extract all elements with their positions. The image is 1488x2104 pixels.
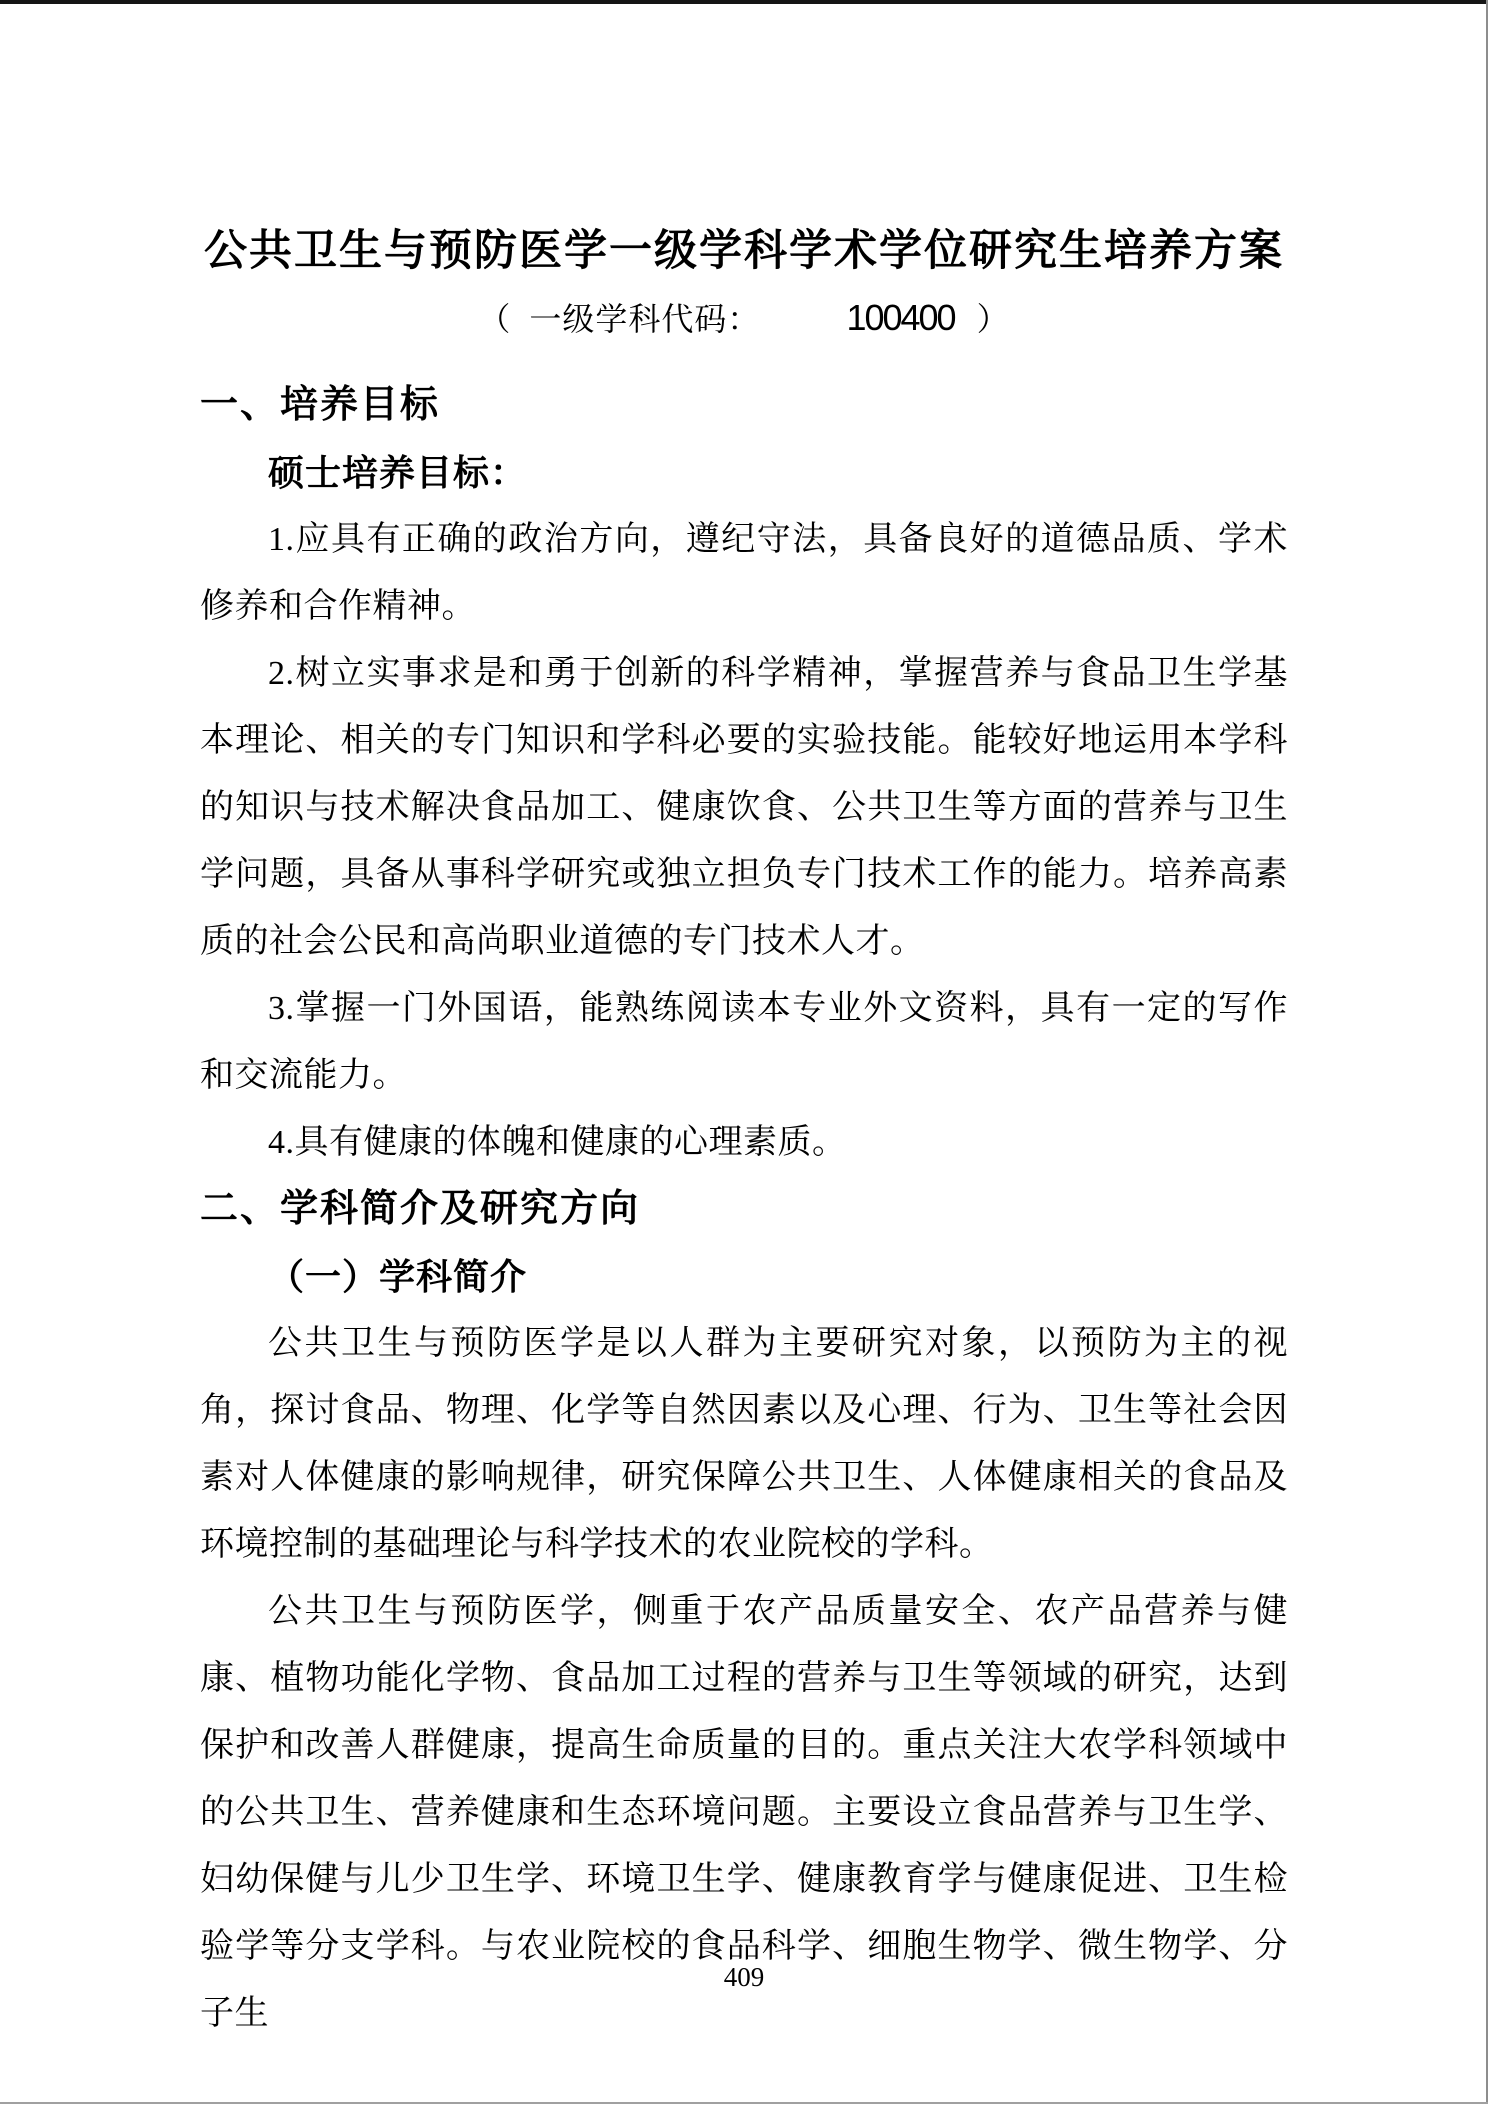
document-page bbox=[200, 0, 1288, 2047]
master-goals-subheading: 硕士培养目标： bbox=[268, 452, 528, 493]
paragraph-intro-1: 公共卫生与预防医学是以人群为主要研究对象，以预防为主的视角，探讨食品、物理、化学等自然因素以及心理、行为、卫生等社会因素对人体健康的影响规律，研究保障公共卫生、人体健康相关的食品及环境控制的基础理论与科学技术的农业院校的学科。 bbox=[200, 1325, 1288, 1563]
discipline-code: 100400 bbox=[846, 297, 955, 338]
discipline-intro-subheading: （一）学科简介 bbox=[268, 1256, 528, 1297]
subtitle bbox=[200, 299, 1288, 338]
section-heading-2: 二、学科简介及研究方向 bbox=[200, 1188, 641, 1230]
paragraph-intro-2: 公共卫生与预防医学，侧重于农产品质量安全、农产品营养与健康、植物功能化学物、食品加工过程的营养与卫生等领域的研究，达到保护和改善人群健康，提高生命质量的目的。重点关注大农学科领域中的公共卫生、营养健康和生态环境问题。主要设立食品营养与卫生学、妇幼保健与儿少卫生学、环境卫生学、健康教育学与健康促进、卫生检验学等分支学科。与农业院校的食品科学、细胞生物学、微生物学、分子生 bbox=[200, 1593, 1288, 2032]
subtitle-close-paren: ） bbox=[976, 301, 1010, 337]
subtitle-open-paren: （ bbox=[478, 301, 512, 337]
page-title: 公共卫生与预防医学一级学科学术学位研究生培养方案 bbox=[204, 227, 1284, 275]
subtitle-label: 一级学科代码： bbox=[529, 301, 761, 337]
paragraph-goal-4: 4.具有健康的体魄和健康的心理素质。 bbox=[268, 1124, 847, 1161]
paragraph-goal-3: 3.掌握一门外国语，能熟练阅读本专业外文资料，具有一定的写作和交流能力。 bbox=[200, 990, 1288, 1094]
paragraph-goal-2: 2.树立实事求是和勇于创新的科学精神，掌握营养与食品卫生学基本理论、相关的专门知识和学科必要的实验技能。能较好地运用本学科的知识与技术解决食品加工、健康饮食、公共卫生等方面的营养与卫生学问题，具备从事科学研究或独立担负专门技术工作的能力。培养高素质的社会公民和高尚职业道德的专门技术人才。 bbox=[200, 655, 1288, 960]
section-heading-1: 一、培养目标 bbox=[200, 384, 441, 426]
paragraph-goal-1: 1.应具有正确的政治方向，遵纪守法，具备良好的道德品质、学术修养和合作精神。 bbox=[200, 521, 1288, 625]
page-number: 409 bbox=[723, 1962, 765, 1992]
